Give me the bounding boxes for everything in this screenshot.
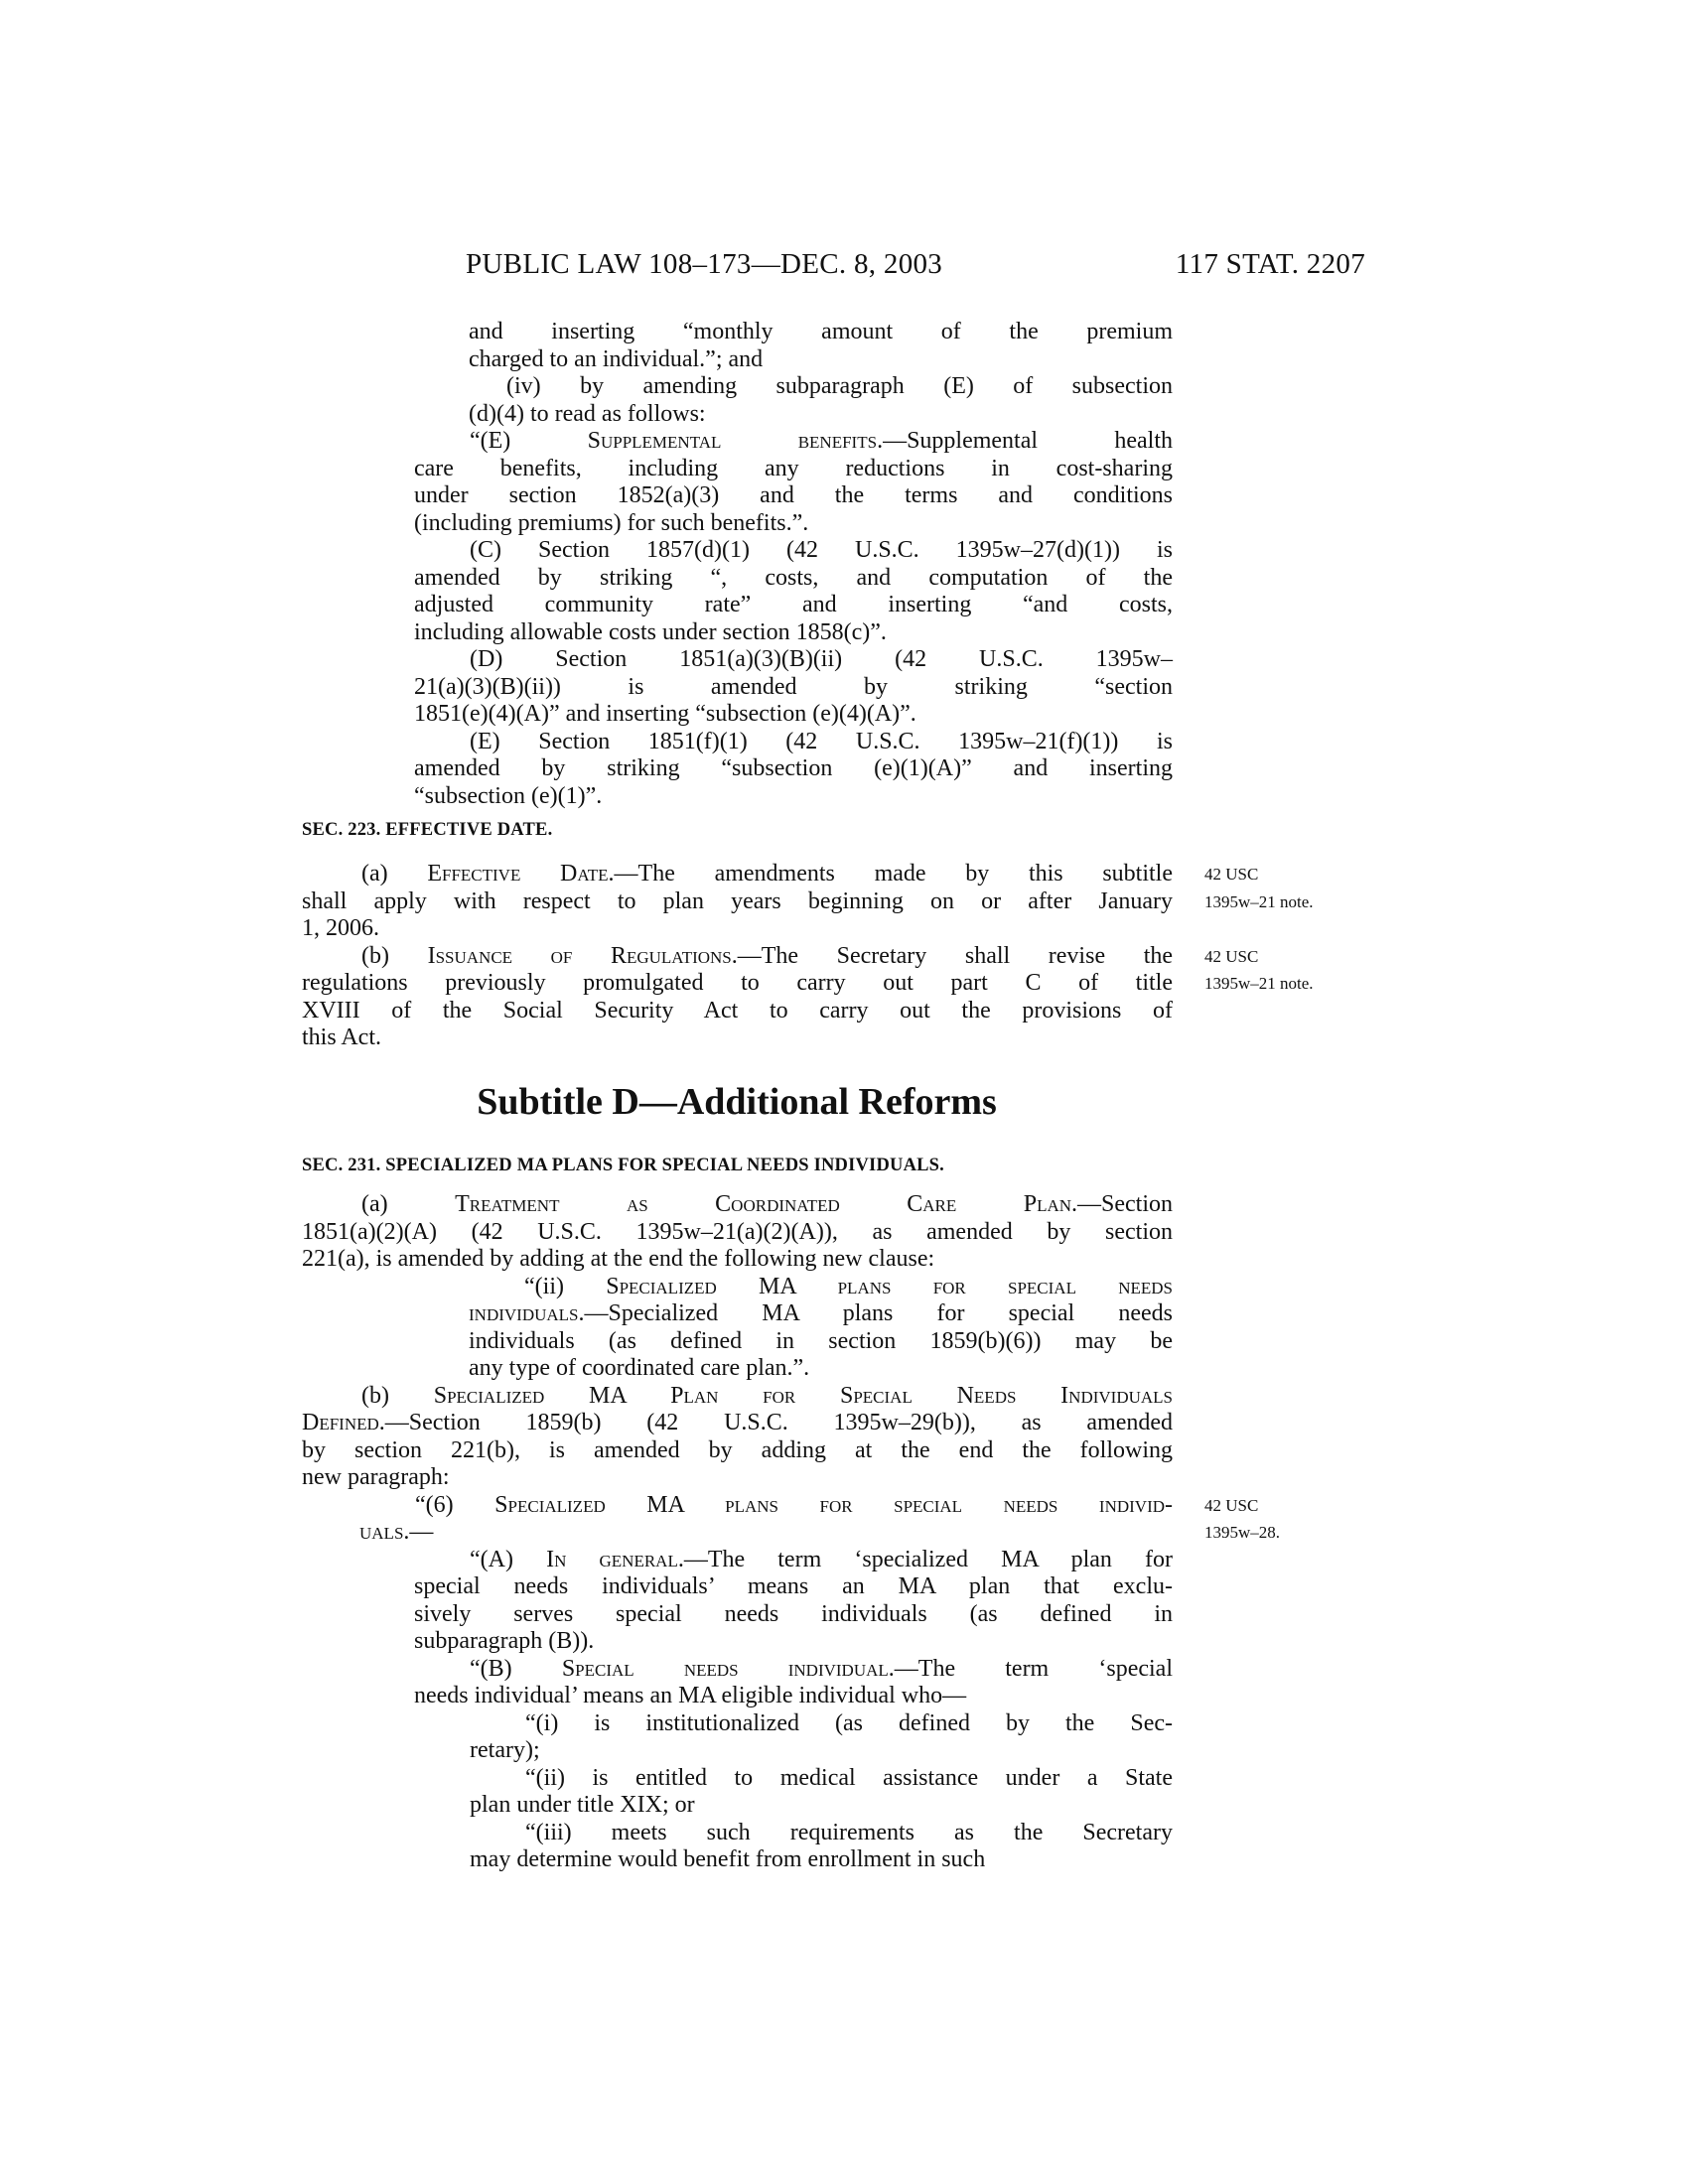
text-line (361, 1191, 1173, 1219)
text-line: charged to an individual.”; and (469, 345, 764, 372)
text-line (361, 943, 1173, 971)
text-line: adjusted community rate” and inserting “and costs, (414, 592, 1173, 617)
paragraph (0, 1820, 1688, 1874)
small-caps-heading: Specialized MA plans for special needs individ- (494, 1491, 1173, 1518)
text-line: any type of coordinated care plan.”. (469, 1355, 810, 1381)
text-line: “(ii) is entitled to medical assistance under a State (525, 1764, 1173, 1791)
text-line: 1, 2006. (302, 915, 379, 941)
section-223-heading: SEC. 223. EFFECTIVE DATE. (302, 820, 553, 840)
text-line: plan under title XIX; or (470, 1792, 695, 1818)
text-line: new paragraph: (302, 1464, 450, 1490)
text-line: retary); (470, 1737, 540, 1763)
text-segment: (b) (361, 1382, 434, 1409)
text-segment: .— (403, 1519, 434, 1545)
small-caps-heading: Specialized MA Plan for Special Needs Individuals (433, 1382, 1173, 1409)
text-line: “(i) is institutionalized (as defined by the Sec- (525, 1709, 1173, 1736)
margin-note-line: 42 USC (1204, 946, 1259, 966)
text-segment: (a) (361, 1191, 456, 1217)
text-segment: “(E) (470, 428, 588, 454)
margin-note-line: 42 USC (1204, 1495, 1259, 1515)
margin-note (1204, 943, 1314, 998)
text-line: special needs individuals’ means an MA plan that exclu- (414, 1573, 1173, 1599)
text-segment: .—The term ‘specialized MA plan for (677, 1546, 1174, 1572)
text-line (524, 1274, 1173, 1301)
text-segment: .—Section (1071, 1191, 1174, 1217)
margin-note-line: 1395w–21 note. (1204, 974, 1314, 993)
text-line: needs individual’ means an MA eligible individual who— (414, 1683, 967, 1708)
text-line: may determine would benefit from enrollment in such (470, 1846, 986, 1872)
paragraph (0, 646, 1688, 729)
text-line (470, 1547, 1173, 1574)
text-segment: “(6) (415, 1491, 495, 1518)
paragraph (0, 861, 1688, 943)
margin-note (1204, 1492, 1280, 1547)
small-caps-heading: Supplemental benefits (587, 428, 878, 454)
paragraph (0, 1710, 1688, 1765)
text-line: (d)(4) to read as follows: (469, 400, 706, 427)
text-segment: .—The term ‘special (888, 1655, 1174, 1682)
paragraph (0, 319, 1688, 373)
text-line (470, 428, 1173, 456)
paragraph (0, 428, 1688, 537)
subtitle-heading: Subtitle D—Additional Reforms (477, 1081, 997, 1123)
paragraph (0, 1383, 1688, 1492)
paragraph (0, 729, 1688, 811)
paragraph (0, 1492, 1688, 1547)
small-caps-heading: Defined (302, 1410, 379, 1435)
text-line: sively serves special needs individuals (as defined in (414, 1600, 1173, 1627)
text-line: and inserting “monthly amount of the premium (469, 319, 1173, 344)
paragraph (0, 373, 1688, 428)
text-line: 221(a), is amended by adding at the end the following new clause: (302, 1246, 935, 1272)
text-line: by section 221(b), is amended by adding at the end the following (302, 1436, 1173, 1463)
paragraph (0, 943, 1688, 1052)
margin-note (1204, 861, 1314, 915)
text-line: shall apply with respect to plan years beginning on or after January (302, 887, 1173, 914)
small-caps-heading: uals (359, 1519, 404, 1545)
amendments-continued (0, 319, 1688, 810)
text-segment: “(A) (470, 1546, 547, 1572)
text-line (302, 1410, 1173, 1437)
text-line (361, 1383, 1173, 1411)
paragraph (0, 1191, 1688, 1274)
text-line (361, 861, 1173, 888)
text-line: under section 1852(a)(3) and the terms and conditions (414, 482, 1173, 508)
small-caps-heading: Effective Date (427, 861, 609, 887)
text-line: (E) Section 1851(f)(1) (42 U.S.C. 1395w–21(f)(1)) is (470, 728, 1173, 754)
paragraph (0, 1274, 1688, 1383)
margin-note-line: 1395w–28. (1204, 1523, 1281, 1542)
text-line: (iv) by amending subparagraph (E) of subsection (506, 373, 1173, 399)
paragraph (0, 537, 1688, 646)
text-segment: (a) (361, 861, 428, 887)
paragraph (0, 1656, 1688, 1710)
margin-note-line: 1395w–21 note. (1204, 891, 1314, 911)
paragraph (0, 1547, 1688, 1656)
text-line (469, 1300, 1173, 1328)
text-segment: .—The Secretary shall revise the (731, 942, 1174, 969)
small-caps-heading: Special needs individual (561, 1655, 889, 1682)
text-line: XVIII of the Social Security Act to carry out the provisions of (302, 997, 1173, 1024)
text-segment: .—The amendments made by this subtitle (608, 861, 1173, 887)
text-line (470, 1656, 1173, 1684)
small-caps-heading: individuals (469, 1300, 579, 1326)
text-line: 1851(a)(2)(A) (42 U.S.C. 1395w–21(a)(2)(A)), as amended by section (302, 1218, 1173, 1245)
text-line: regulations previously promulgated to carry out part C of title (302, 970, 1173, 996)
text-line: “subsection (e)(1)”. (414, 782, 603, 809)
text-segment: .—Specialized MA plans for special needs (578, 1300, 1173, 1326)
margin-note-line: 42 USC (1204, 865, 1259, 884)
text-line (415, 1492, 1173, 1520)
text-line: this Act. (302, 1024, 382, 1050)
text-line: amended by striking “, costs, and computation of the (414, 564, 1173, 591)
text-line: amended by striking “subsection (e)(1)(A)” and inserting (414, 755, 1173, 781)
text-segment: “(B) (470, 1655, 562, 1682)
text-line: including allowable costs under section 1858(c)”. (414, 618, 887, 645)
small-caps-heading: Issuance of Regulations (427, 942, 732, 969)
text-line: individuals (as defined in section 1859(b)(6)) may be (469, 1327, 1173, 1354)
running-header-law: PUBLIC LAW 108–173—DEC. 8, 2003 (466, 248, 943, 280)
small-caps-heading: In general (546, 1546, 678, 1572)
section-231-heading: SEC. 231. SPECIALIZED MA PLANS FOR SPECIAL NEEDS INDIVIDUALS. (302, 1156, 944, 1175)
text-line: (C) Section 1857(d)(1) (42 U.S.C. 1395w–27(d)(1)) is (470, 537, 1173, 563)
text-line: 1851(e)(4)(A)” and inserting “subsection (e)(4)(A)”. (414, 701, 916, 727)
section-231-body (0, 1191, 1688, 1874)
text-line: care benefits, including any reductions in cost-sharing (414, 455, 1173, 481)
text-segment: .—Section 1859(b) (42 U.S.C. 1395w–29(b)), as amended (378, 1410, 1173, 1435)
text-segment: (b) (361, 942, 428, 969)
text-line: 21(a)(3)(B)(ii)) is amended by striking “section (414, 673, 1173, 700)
paragraph (0, 1765, 1688, 1820)
text-segment: “(ii) (524, 1273, 607, 1299)
small-caps-heading: Treatment as Coordinated Care Plan (455, 1191, 1072, 1217)
section-223-body (0, 861, 1688, 1052)
text-line (359, 1519, 1173, 1547)
text-line: (including premiums) for such benefits.”. (414, 509, 809, 536)
text-segment: .—Supplemental health (877, 428, 1174, 454)
text-line: subparagraph (B)). (414, 1628, 595, 1654)
running-header-page: 117 STAT. 2207 (1175, 248, 1365, 280)
text-line: “(iii) meets such requirements as the Secretary (525, 1819, 1173, 1845)
text-line: (D) Section 1851(a)(3)(B)(ii) (42 U.S.C. 1395w– (470, 646, 1173, 672)
small-caps-heading: Specialized MA plans for special needs (606, 1273, 1173, 1299)
